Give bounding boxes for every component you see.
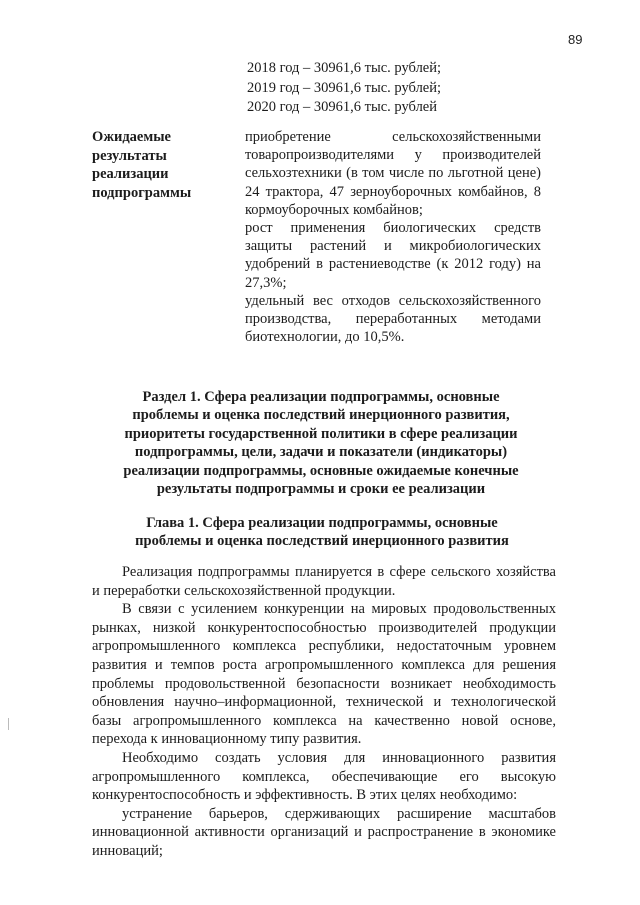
body-text <box>92 563 556 861</box>
label-line: Ожидаемые <box>92 129 171 145</box>
paragraph: устранение барьеров, сдерживающих расширение масштабов инновационной активности организаций и распространение в экономике инноваций; <box>92 805 556 859</box>
expected-result-item: рост применения биологических средств защиты растений и микробиологических удобрений в растениеводстве (к 2012 году) на 27,3%; <box>245 220 541 291</box>
page-number: 89 <box>568 32 583 47</box>
paragraph: Реализация подпрограммы планируется в сфере сельского хозяйства и переработки сельскохозяйственной продукции. <box>92 564 556 599</box>
expected-result-item: удельный вес отходов сельскохозяйственного производства, переработанных методами биотехнологии, до 10,5%. <box>245 292 541 346</box>
funding-line-2018: 2018 год – 30961,6 тыс. рублей; <box>247 60 442 76</box>
expected-results-list <box>245 128 541 346</box>
label-line: результаты <box>92 147 167 164</box>
chapter-heading: Глава 1. Сфера реализации подпрограммы, основные проблемы и оценка последствий инерционного развития <box>135 515 509 550</box>
section-heading: Раздел 1. Сфера реализации подпрограммы, основные проблемы и оценка последствий инерционного развития, приоритеты государственной политики в сфере реализации подпрограммы, цели, задачи и показатели (индикаторы) реализации подпрограммы, основные ожидаемые конечные результаты подпрограммы и сроки ее реализации <box>123 389 519 498</box>
paragraph: В связи с усилением конкуренции на мировых продовольственных рынках, низкой конкурентоспособностью производителей продукции агропромышленного комплекса республики, недостаточным уровнем развития и темпов роста агропромышленного комплекса для решения проблемы продовольственной безопасности возникает необходимость обновления научно–информационной, технической и технологической базы агропромышленного комплекса на качественно новой основе, перехода к инновационному типу развития. <box>92 601 556 748</box>
paragraph: Необходимо создать условия для инновационного развития агропромышленного комплекса, обеспечивающие его высокую конкурентоспособность и эффективность. В этих целях необходимо: <box>92 749 556 804</box>
expected-result-item: приобретение сельскохозяйственными товаропроизводителями у производителей сельхозтехники (в том числе по льготной цене) 24 трактора, 47 зерноуборочных комбайнов, 8 кормоуборочных комбайнов; <box>245 129 541 218</box>
funding-line-2019: 2019 год – 30961,6 тыс. рублей; <box>247 79 442 96</box>
funding-line-2020: 2020 год – 30961,6 тыс. рублей <box>247 99 438 115</box>
label-line: подпрограммы <box>92 184 192 201</box>
scan-margin-mark <box>8 718 9 730</box>
funding-by-year <box>247 59 441 118</box>
expected-results-label <box>92 128 232 202</box>
label-line: реализации <box>92 166 169 182</box>
